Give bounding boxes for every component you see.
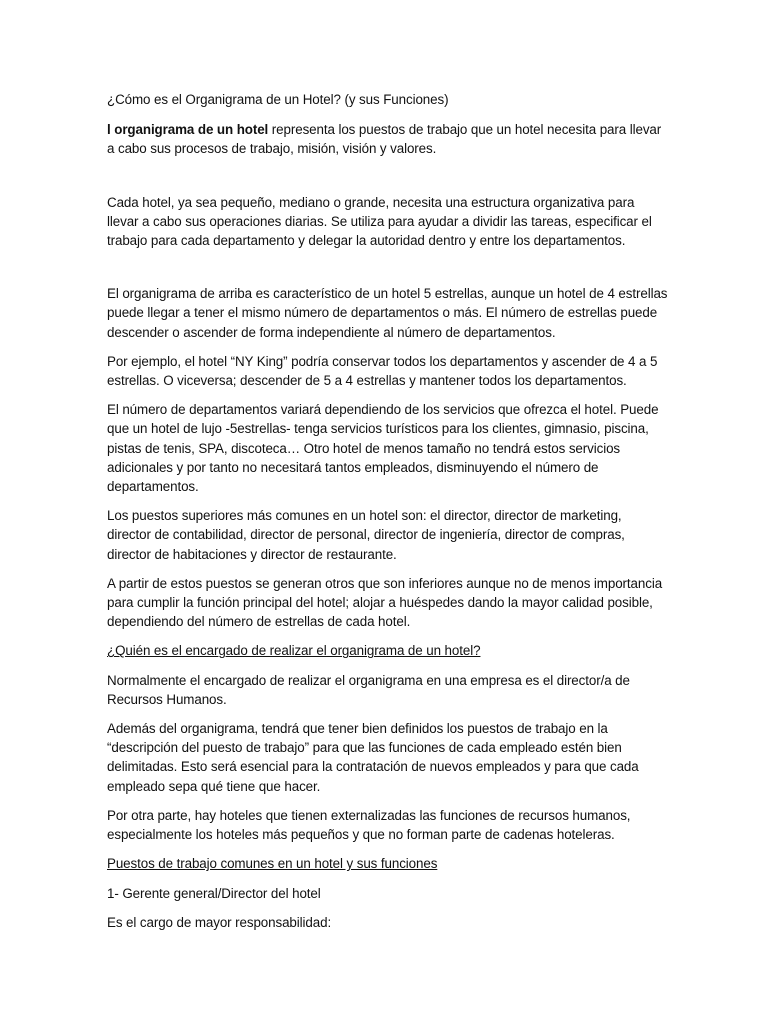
paragraph-departments: El número de departamentos variará dependiendo de los servicios que ofrezca el hotel. Puede que un hotel de lujo -5estrellas- tenga servicios turísticos para los clientes, gimnasio, piscina, pistas de tenis, SPA, discoteca… Otro hotel de menos tamaño no tendrá estos servicios adicionales y por tanto no necesitará tantos empleados, disminuyendo el número de departamentos. <box>107 402 659 495</box>
title-suffix: (y sus Funciones) <box>340 92 449 107</box>
paragraph-top-positions: Los puestos superiores más comunes en un hotel son: el director, director de marketing, director de contabilidad, director de personal, director de ingeniería, director de compras, director de habitaciones y director de restaurante. <box>107 508 625 562</box>
paragraph-job-description: Además del organigrama, tendrá que tener bien definidos los puestos de trabajo en la “descripción del puesto de trabajo” para que las funciones de cada empleado estén bien delimitadas. Esto será esencial para la contratación de nuevos empleados y para que cada empleado sepa qué tiene que hacer. <box>107 721 639 794</box>
intro-text: representa los puestos de trabajo que un hotel necesita para llevar a cabo sus procesos de trabajo, misión, visión y valores. <box>107 122 662 157</box>
paragraph-five-stars: El organigrama de arriba es característico de un hotel 5 estrellas, aunque un hotel de 4 estrellas puede llegar a tener el mismo número de departamentos o más. El número de estrellas puede descender o ascender de forma independiente al número de departamentos. <box>107 286 668 340</box>
paragraph-responsibility: Es el cargo de mayor responsabilidad: <box>107 914 332 930</box>
title-main: ¿Cómo es el Organigrama de un Hotel? <box>107 92 341 107</box>
paragraph-structure: Cada hotel, ya sea pequeño, mediano o grande, necesita una estructura organizativa para llevar a cabo sus operaciones diarias. Se utiliza para ayudar a dividir las tareas, especificar el trabajo para cada departamento y delegar la autoridad dentro y entre los departamentos. <box>107 194 652 249</box>
paragraph-example: Por ejemplo, el hotel “NY King” podría conservar todos los departamentos y ascender de 4 a 5 estrellas. O viceversa; descender de 5 a 4 estrellas y mantener todos los departamentos. <box>107 353 658 389</box>
intro-bold-text: l organigrama de un hotel <box>107 122 269 138</box>
paragraph-hr-director: Normalmente el encargado de realizar el organigrama en una empresa es el director/a de Recursos Humanos. <box>107 672 630 707</box>
heading-who: ¿Quién es el encargado de realizar el organigrama de un hotel? <box>107 643 481 659</box>
heading-general-manager: 1- Gerente general/Director del hotel <box>107 885 321 901</box>
paragraph-lower-positions: A partir de estos puestos se generan otros que son inferiores aunque no de menos importancia para cumplir la función principal del hotel; alojar a huéspedes dando la mayor calidad posible, dependiendo del número de estrellas de cada hotel. <box>107 575 663 630</box>
document-title <box>107 90 668 109</box>
paragraph-outsourced: Por otra parte, hay hoteles que tienen externalizadas las funciones de recursos humanos, especialmente los hoteles más pequeños y que no forman parte de cadenas hoteleras. <box>107 807 631 843</box>
intro-paragraph <box>107 120 668 158</box>
heading-common-positions: Puestos de trabajo comunes en un hotel y sus funciones <box>107 856 438 872</box>
